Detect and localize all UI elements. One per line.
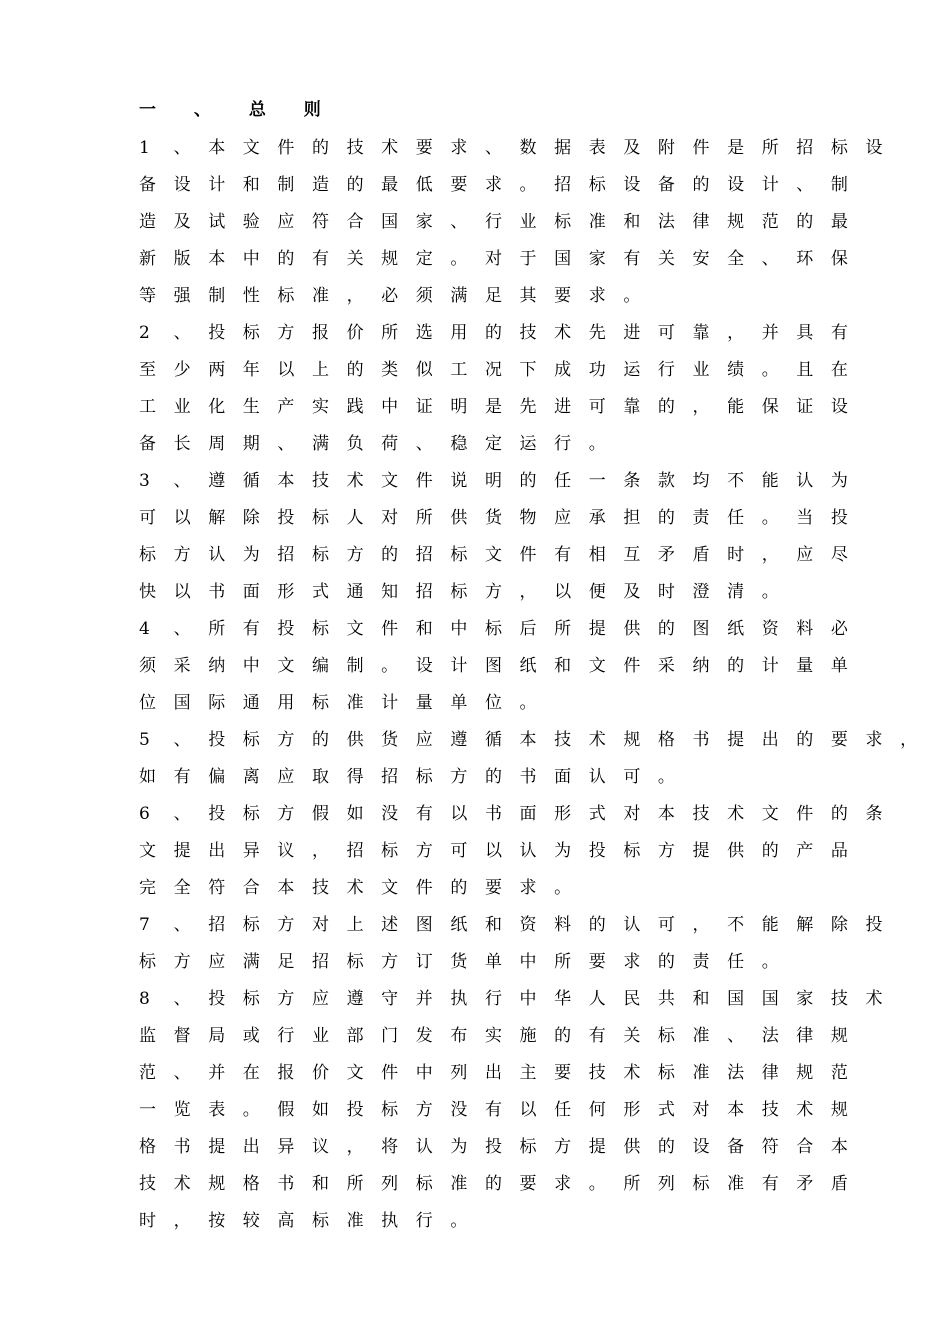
section-heading: 一 、 总 则: [139, 100, 337, 120]
text-line: 标 方 认 为 招 标 方 的 招 标 文 件 有 相 互 矛 盾 时 ， 应 尽: [139, 545, 848, 565]
text-line: 标 方 应 满 足 招 标 方 订 货 单 中 所 要 求 的 责 任 。: [139, 952, 779, 972]
text-line: 工 业 化 生 产 实 践 中 证 明 是 先 进 可 靠 的 ， 能 保 证 设: [139, 397, 848, 417]
text-line: 至 少 两 年 以 上 的 类 似 工 况 下 成 功 运 行 业 绩 。 且 在: [139, 360, 848, 380]
text-line: 时 ， 按 较 高 标 准 执 行 。: [139, 1211, 468, 1231]
text-line: 8 、 投 标 方 应 遵 守 并 执 行 中 华 人 民 共 和 国 国 家 技 术: [139, 989, 883, 1009]
text-line: 位 国 际 通 用 标 准 计 量 单 位 。: [139, 693, 537, 713]
text-line: 7 、 招 标 方 对 上 述 图 纸 和 资 料 的 认 可 ， 不 能 解 除 投: [139, 915, 883, 935]
text-line: 6 、 投 标 方 假 如 没 有 以 书 面 形 式 对 本 技 术 文 件 的 条: [139, 804, 883, 824]
text-line: 2 、 投 标 方 报 价 所 选 用 的 技 术 先 进 可 靠 ， 并 具 有: [139, 323, 848, 343]
text-line: 可 以 解 除 投 标 人 对 所 供 货 物 应 承 担 的 责 任 。 当 投: [139, 508, 848, 528]
text-line: 完 全 符 合 本 技 术 文 件 的 要 求 。: [139, 878, 572, 898]
text-line: 文 提 出 异 议 ， 招 标 方 可 以 认 为 投 标 方 提 供 的 产 品: [139, 841, 848, 861]
text-line: 如 有 偏 离 应 取 得 招 标 方 的 书 面 认 可 。: [139, 767, 675, 787]
text-line: 等 强 制 性 标 准 ， 必 须 满 足 其 要 求 。: [139, 286, 641, 306]
text-line: 技 术 规 格 书 和 所 列 标 准 的 要 求 。 所 列 标 准 有 矛 盾: [139, 1174, 848, 1194]
text-line: 5 、 投 标 方 的 供 货 应 遵 循 本 技 术 规 格 书 提 出 的 要 求 ，: [139, 730, 918, 750]
text-line: 3 、 遵 循 本 技 术 文 件 说 明 的 任 一 条 款 均 不 能 认 为: [139, 471, 848, 491]
text-line: 4 、 所 有 投 标 文 件 和 中 标 后 所 提 供 的 图 纸 资 料 必: [139, 619, 848, 639]
text-line: 造 及 试 验 应 符 合 国 家 、 行 业 标 准 和 法 律 规 范 的 最: [139, 212, 848, 232]
text-line: 须 采 纳 中 文 编 制 。 设 计 图 纸 和 文 件 采 纳 的 计 量 单: [139, 656, 848, 676]
text-line: 一 览 表 。 假 如 投 标 方 没 有 以 任 何 形 式 对 本 技 术 规: [139, 1100, 848, 1120]
body-text: [139, 130, 918, 1240]
text-line: 快 以 书 面 形 式 通 知 招 标 方 ， 以 便 及 时 澄 清 。: [139, 582, 779, 602]
text-line: 备 设 计 和 制 造 的 最 低 要 求 。 招 标 设 备 的 设 计 、 制: [139, 175, 848, 195]
text-line: 新 版 本 中 的 有 关 规 定 。 对 于 国 家 有 关 安 全 、 环 保: [139, 249, 848, 269]
text-line: 格 书 提 出 异 议 ， 将 认 为 投 标 方 提 供 的 设 备 符 合 本: [139, 1137, 848, 1157]
text-line: 备 长 周 期 、 满 负 荷 、 稳 定 运 行 。: [139, 434, 606, 454]
text-line: 1 、 本 文 件 的 技 术 要 求 、 数 据 表 及 附 件 是 所 招 标 设: [139, 138, 883, 158]
text-line: 范 、 并 在 报 价 文 件 中 列 出 主 要 技 术 标 准 法 律 规 范: [139, 1063, 848, 1083]
text-line: 监 督 局 或 行 业 部 门 发 布 实 施 的 有 关 标 准 、 法 律 规: [139, 1026, 848, 1046]
